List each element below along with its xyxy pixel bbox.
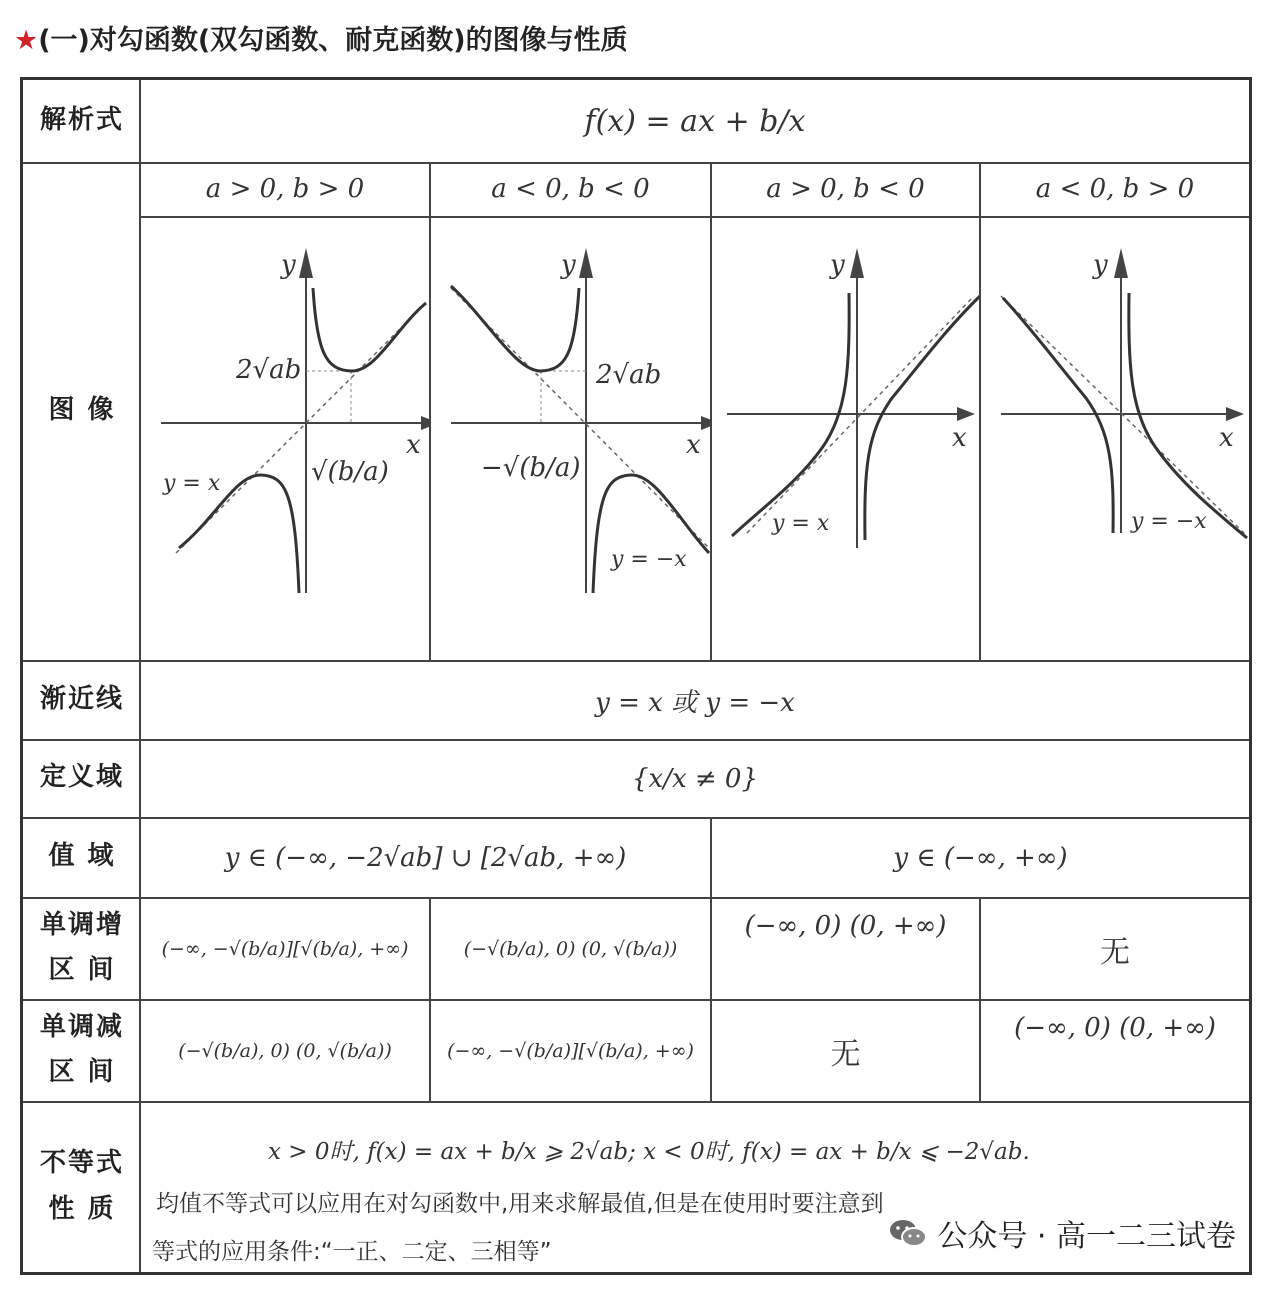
graph-label-asymptote: y = x (772, 511, 830, 536)
graph-label-x: x (686, 430, 701, 460)
graph-label-y: y (1093, 250, 1108, 280)
graph-label-y: y (281, 250, 296, 280)
label-increasing: 单调增 区 间 (39, 909, 124, 985)
increasing-value: 无 (1100, 935, 1130, 970)
label-asymptote: 渐近线 (39, 683, 124, 714)
decreasing-value: (−∞, 0) (0, +∞) (1014, 1013, 1216, 1043)
wechat-icon (889, 1218, 927, 1248)
case-header: a < 0, b > 0 (1035, 174, 1195, 204)
graph-label-2sqrtab: 2√ab (236, 355, 302, 385)
graph-label-asymptote: y = x (163, 471, 221, 496)
graph-label-asymptote: y = −x (1131, 509, 1207, 534)
graph-label-y: y (830, 250, 845, 280)
watermark-text: 公众号 · 高一二三试卷 (937, 1219, 1236, 1254)
case-header: a > 0, b < 0 (766, 174, 925, 204)
decreasing-value: (−∞, −√(b/a)][√(b/a), +∞) (447, 1040, 694, 1062)
asymptote-value: y = x 或 y = −x (595, 688, 795, 718)
graph-label-x: x (1219, 423, 1234, 453)
increasing-value: (−√(b/a), 0) (0, √(b/a)) (463, 938, 678, 960)
label-formula: 解析式 (39, 105, 124, 136)
label-decreasing: 单调减 区 间 (39, 1011, 124, 1087)
graph-case-3 (712, 218, 979, 660)
label-inequality: 不等式 性 质 (39, 1148, 124, 1224)
range-value: y ∈ (−∞, +∞) (893, 843, 1068, 873)
title-text: (一)对勾函数(双勾函数、耐克函数)的图像与性质 (38, 25, 628, 56)
graph-label-asymptote: y = −x (611, 547, 687, 572)
graph-label-x: x (406, 430, 421, 460)
case-header: a < 0, b < 0 (491, 174, 650, 204)
inequality-note-1: 均值不等式可以应用在对勾函数中,用来求解最值,但是在使用时要注意到 (156, 1191, 884, 1217)
graph-case-4 (981, 218, 1249, 660)
decreasing-value: 无 (830, 1037, 861, 1072)
watermark (883, 1209, 1242, 1257)
increasing-value: (−∞, 0) (0, +∞) (744, 911, 947, 941)
inequality-formula: x > 0时, f(x) = ax + b/x ⩾ 2√ab; x < 0时, f(x) = ax + b/x ⩽ −2√ab. (268, 1139, 1030, 1165)
label-domain: 定义域 (39, 762, 124, 793)
inequality-note-2: 等式的应用条件:“一正、二定、三相等” (152, 1239, 552, 1265)
graph-label-2sqrtab: 2√ab (596, 360, 662, 390)
label-range: 值 域 (48, 841, 116, 872)
graph-label-x: x (952, 423, 967, 453)
graph-case-1 (141, 218, 429, 660)
formula: f(x) = ax + b/x (584, 103, 806, 139)
page-title (14, 18, 628, 57)
domain-value: {x/x ≠ 0} (631, 764, 759, 794)
graph-case-2 (431, 218, 710, 660)
case-header: a > 0, b > 0 (205, 174, 365, 204)
graph-label-negsqrtba: −√(b/a) (481, 453, 581, 483)
range-value: y ∈ (−∞, −2√ab] ∪ [2√ab, +∞) (224, 843, 627, 873)
graph-label-y: y (561, 250, 576, 280)
label-graph: 图 像 (48, 395, 116, 426)
graph-label-sqrtba: √(b/a) (311, 457, 389, 487)
increasing-value: (−∞, −√(b/a)][√(b/a), +∞) (161, 938, 409, 960)
decreasing-value: (−√(b/a), 0) (0, √(b/a)) (178, 1040, 392, 1062)
property-table (20, 77, 1252, 1275)
star-icon: ★ (14, 25, 39, 56)
